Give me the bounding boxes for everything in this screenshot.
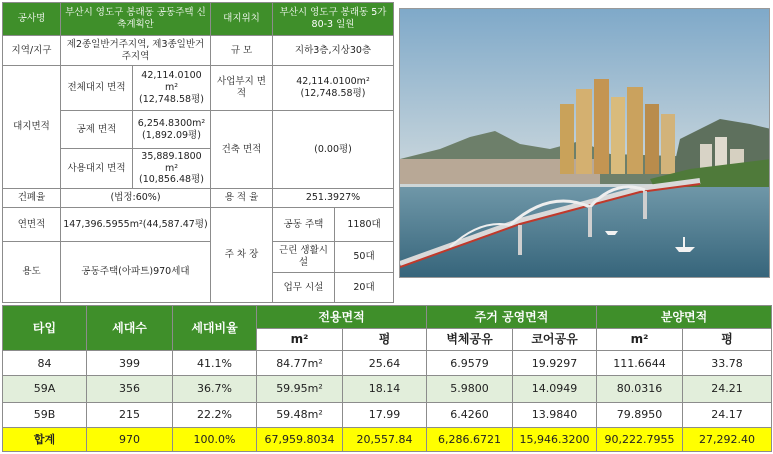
cell-ex-m2: 59.48m² [257, 402, 343, 427]
cell-ratio: 41.1% [173, 351, 257, 376]
header-sale: 분양면적 [597, 306, 772, 329]
total-households: 970 [87, 427, 173, 451]
public-area-value: 6,254.8300m² (1,892.09평) [133, 111, 211, 149]
total-site-value: 42,114.0100 m² (12,748.58평) [133, 66, 211, 111]
table-row [3, 402, 772, 427]
cell-households: 356 [87, 376, 173, 402]
cell-core: 13.9840 [513, 402, 597, 427]
cell-ex-py: 18.14 [343, 376, 427, 402]
cell-ex-m2: 84.77m² [257, 351, 343, 376]
cell-sale-m2: 80.0316 [597, 376, 683, 402]
header-ratio: 세대비율 [173, 306, 257, 351]
cell-sale-py: 33.78 [683, 351, 772, 376]
total-ratio: 100.0% [173, 427, 257, 451]
far-value: 251.3927% [273, 189, 394, 208]
gross-area-value: 147,396.5955m²(44,587.47평) [61, 208, 211, 242]
parking-housing-label: 공동 주택 [273, 208, 335, 242]
header-type: 타입 [3, 306, 87, 351]
total-core: 15,946.3200 [513, 427, 597, 451]
zone-value: 제2종일반거주지역, 제3종일반거주지역 [61, 36, 211, 66]
cell-core: 14.0949 [513, 376, 597, 402]
location-value: 부산시 영도구 봉래동 5가 80-3 일원 [273, 3, 394, 36]
cell-ex-py: 17.99 [343, 402, 427, 427]
header-households: 세대수 [87, 306, 173, 351]
table-row [3, 376, 772, 402]
total-type: 합계 [3, 427, 87, 451]
use-value: 공동주택(아파트)970세대 [61, 242, 211, 303]
subheader-ex-py: 평 [343, 329, 427, 351]
project-site-value: 42,114.0100m² (12,748.58평) [273, 66, 394, 111]
location-label: 대지위치 [211, 3, 273, 36]
header-common: 주거 공영면적 [427, 306, 597, 329]
building-area-label: 건축 면적 [211, 111, 273, 189]
cell-core: 19.9297 [513, 351, 597, 376]
total-site-label: 전체대지 면적 [61, 66, 133, 111]
scale-label: 규 모 [211, 36, 273, 66]
project-info-table [2, 2, 394, 303]
total-ex-py: 20,557.84 [343, 427, 427, 451]
use-site-value: 35,889.1800 m² (10,856.48평) [133, 149, 211, 189]
subheader-wall: 벽체공유 [427, 329, 513, 351]
parking-office-label: 업무 시설 [273, 273, 335, 303]
building-area-value: (0.00평) [273, 111, 394, 189]
cell-ratio: 22.2% [173, 402, 257, 427]
total-sale-m2: 90,222.7955 [597, 427, 683, 451]
site-area-label: 대지면적 [3, 66, 61, 189]
rendering-illustration [400, 9, 770, 278]
rendering-image [399, 8, 770, 278]
use-site-label: 사용대지 면적 [61, 149, 133, 189]
subheader-sale-py: 평 [683, 329, 772, 351]
parking-housing-value: 1180대 [335, 208, 394, 242]
cell-wall: 5.9800 [427, 376, 513, 402]
public-area-label: 공제 면적 [61, 111, 133, 149]
cell-sale-m2: 79.8950 [597, 402, 683, 427]
cell-sale-m2: 111.6644 [597, 351, 683, 376]
parking-label: 주 차 장 [211, 208, 273, 303]
coverage-value: (법정:60%) [61, 189, 211, 208]
cell-type: 59B [3, 402, 87, 427]
subheader-sale-m2: m² [597, 329, 683, 351]
cell-sale-py: 24.17 [683, 402, 772, 427]
subheader-ex-m2: m² [257, 329, 343, 351]
table-row [3, 351, 772, 376]
total-row [3, 427, 772, 451]
subheader-core: 코어공유 [513, 329, 597, 351]
parking-office-value: 20대 [335, 273, 394, 303]
parking-facility-value: 50대 [335, 242, 394, 273]
total-sale-py: 27,292.40 [683, 427, 772, 451]
cell-ratio: 36.7% [173, 376, 257, 402]
cell-ex-py: 25.64 [343, 351, 427, 376]
project-site-label: 사업부지 면적 [211, 66, 273, 111]
project-value: 부산시 영도구 봉래동 공동주택 신축계획안 [61, 3, 211, 36]
cell-sale-py: 24.21 [683, 376, 772, 402]
cell-type: 59A [3, 376, 87, 402]
far-label: 용 적 율 [211, 189, 273, 208]
cell-households: 399 [87, 351, 173, 376]
total-wall: 6,286.6721 [427, 427, 513, 451]
header-exclusive: 전용면적 [257, 306, 427, 329]
unit-summary-table [2, 305, 772, 452]
parking-facility-label: 근린 생활시설 [273, 242, 335, 273]
use-label: 용도 [3, 242, 61, 303]
zone-label: 지역/지구 [3, 36, 61, 66]
cell-households: 215 [87, 402, 173, 427]
cell-wall: 6.9579 [427, 351, 513, 376]
cell-ex-m2: 59.95m² [257, 376, 343, 402]
project-label: 공사명 [3, 3, 61, 36]
cell-type: 84 [3, 351, 87, 376]
scale-value: 지하3층,지상30층 [273, 36, 394, 66]
cell-wall: 6.4260 [427, 402, 513, 427]
total-ex-m2: 67,959.8034 [257, 427, 343, 451]
coverage-label: 건폐율 [3, 189, 61, 208]
gross-area-label: 연면적 [3, 208, 61, 242]
